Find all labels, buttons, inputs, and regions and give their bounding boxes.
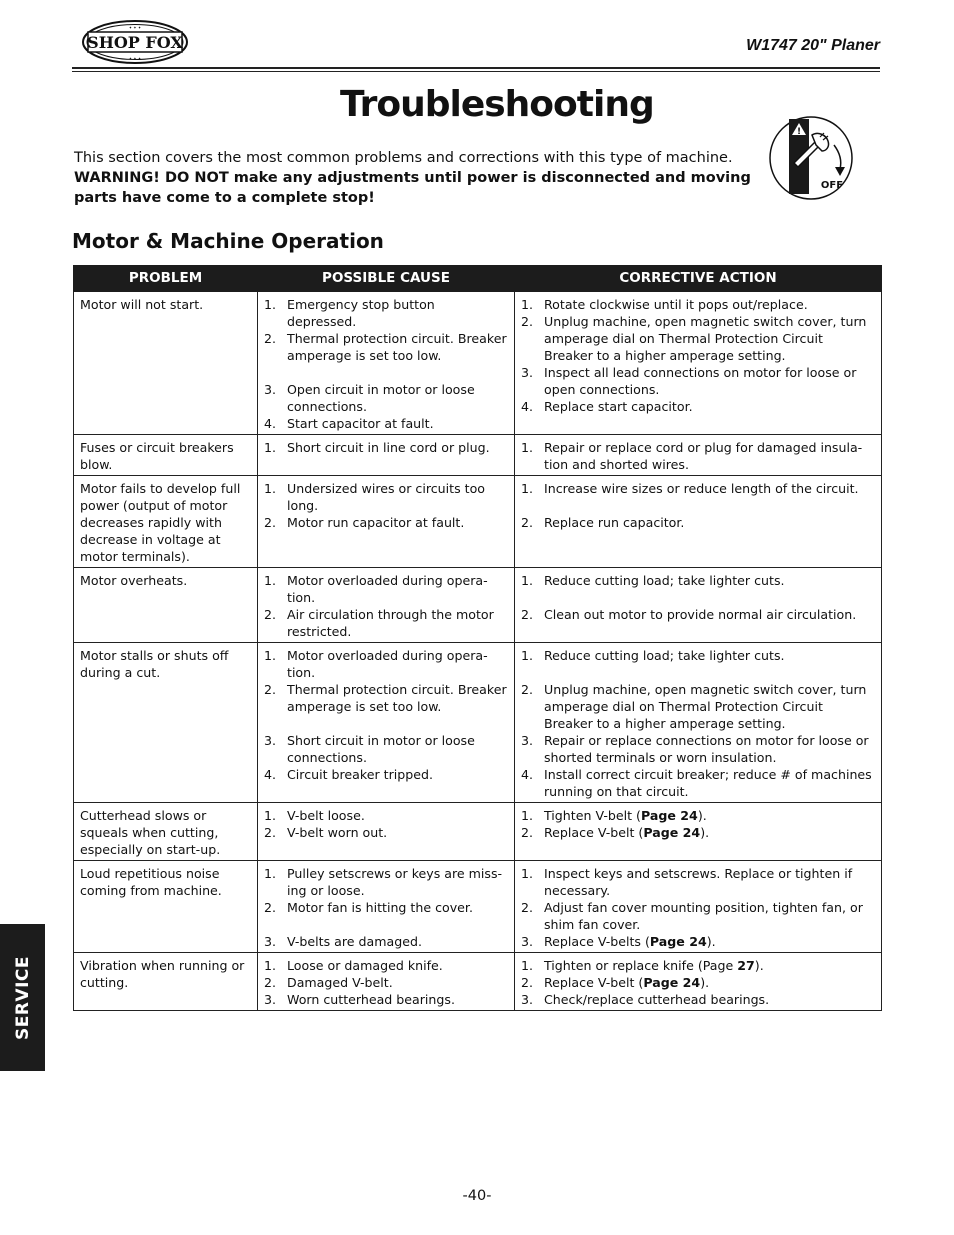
item-text: Inspect all lead connections on motor for loose or open connections. [544,365,857,397]
cause-item [264,865,508,899]
cause-item [264,647,508,681]
spacer [521,589,875,606]
spacer [264,916,508,933]
table-row [74,476,882,568]
cause-item [264,933,508,950]
item-text: Motor fan is hitting the cover. [287,900,473,915]
header-rule-thin [72,71,880,72]
table-row [74,953,882,1011]
action-cell [515,435,882,476]
item-text-end: ). [697,808,707,823]
item-number: 3. [521,992,534,1007]
page-number: -40- [462,1188,492,1204]
item-text-end: ). [700,975,710,990]
cause-item [264,991,508,1008]
intro-warning: WARNING! DO NOT make any adjustments until power is disconnected and moving parts have come to a complete stop! [74,170,751,206]
item-number: 3. [264,992,277,1007]
page-reference: 27 [737,958,755,973]
item-number: 1. [264,958,277,973]
item-text: Open circuit in motor or loose connections. [287,382,475,414]
action-cell [515,861,882,953]
section-title: Motor & Machine Operation [72,229,384,253]
action-item [521,766,875,800]
action-item [521,514,875,531]
action-item [521,398,875,415]
item-number: 1. [264,440,277,455]
intro-paragraph [74,148,764,208]
cause-cell [258,476,515,568]
item-text: Pulley setscrews or keys are miss- ing or loose. [287,866,503,898]
item-number: 3. [264,733,277,748]
item-text: Increase wire sizes or reduce length of the circuit. [544,481,859,496]
item-number: 3. [521,733,534,748]
action-item [521,957,875,974]
item-text: Start capacitor at fault. [287,416,434,431]
power-off-warning-icon [768,105,854,211]
item-number: 1. [521,808,534,823]
item-number: 2. [264,515,277,530]
cause-item [264,681,508,715]
item-text: Unplug machine, open magnetic switch cover, turn amperage dial on Thermal Protection Circuit Breaker to a higher amperage setting. [544,682,867,731]
item-text: Reduce cutting load; take lighter cuts. [544,648,785,663]
item-text: Replace start capacitor. [544,399,693,414]
action-item [521,313,875,364]
action-item [521,681,875,732]
action-item [521,439,875,473]
item-text: Inspect keys and setscrews. Replace or tighten if necessary. [544,866,853,898]
item-text: Unplug machine, open magnetic switch cover, turn amperage dial on Thermal Protection Circuit Breaker to a higher amperage setting. [544,314,867,363]
service-tab-label: SERVICE [12,955,33,1040]
cause-cell [258,292,515,435]
item-text: Repair or replace cord or plug for damaged insula- tion and shorted wires. [544,440,863,472]
item-text: Replace V-belt ( [544,825,644,840]
item-number: 2. [264,607,277,622]
item-text: V-belt loose. [287,808,365,823]
item-text: Install correct circuit breaker; reduce # of machines running on that circuit. [544,767,872,799]
item-text: Short circuit in motor or loose connections. [287,733,475,765]
troubleshooting-table [73,265,882,1011]
item-text: Thermal protection circuit. Breaker amperage is set too low. [287,682,507,714]
table-row [74,861,882,953]
item-text: Thermal protection circuit. Breaker amperage is set too low. [287,331,507,363]
spacer [521,497,875,514]
table-body [74,292,882,1011]
cause-cell [258,435,515,476]
item-text-end: ). [706,934,716,949]
item-number: 1. [264,481,277,496]
item-number: 2. [521,515,534,530]
page-reference: Page 24 [649,934,707,949]
column-header-problem: PROBLEM [74,266,258,292]
cause-item [264,899,508,916]
item-text: Reduce cutting load; take lighter cuts. [544,573,785,588]
table-header-row [74,266,882,292]
service-side-tab [0,924,45,1071]
item-number: 2. [264,825,277,840]
action-item [521,572,875,589]
problem-cell: Cutterhead slows or squeals when cutting, especially on start-up. [74,803,258,861]
header-rule [72,67,880,69]
cause-item [264,415,508,432]
table-row [74,803,882,861]
action-item [521,296,875,313]
item-number: 4. [521,767,534,782]
problem-cell: Vibration when running or cutting. [74,953,258,1011]
svg-text:✦ ✦ ✦: ✦ ✦ ✦ [128,56,142,61]
action-item [521,865,875,899]
spacer [264,364,508,381]
action-cell [515,803,882,861]
table-row [74,643,882,803]
item-text: Loose or damaged knife. [287,958,443,973]
item-text: Rotate clockwise until it pops out/replace. [544,297,808,312]
item-number: 2. [264,331,277,346]
item-number: 4. [264,767,277,782]
item-number: 1. [521,297,534,312]
page-title: Troubleshooting [340,84,654,125]
item-text: Damaged V-belt. [287,975,393,990]
cause-item [264,766,508,783]
cause-cell [258,568,515,643]
svg-text:✦ ✦ ✦: ✦ ✦ ✦ [128,25,142,30]
item-number: 2. [521,900,534,915]
model-title: W1747 20" Planer [746,37,880,54]
item-number: 2. [521,607,534,622]
action-cell [515,643,882,803]
problem-cell: Loud repetitious noise coming from machine. [74,861,258,953]
spacer [264,715,508,732]
item-number: 1. [521,866,534,881]
cause-item [264,296,508,330]
item-number: 1. [264,866,277,881]
cause-item [264,381,508,415]
item-number: 1. [521,481,534,496]
item-text-end: ). [754,958,764,973]
cause-item [264,974,508,991]
table-row [74,292,882,435]
cause-item [264,807,508,824]
item-number: 1. [521,573,534,588]
item-number: 1. [521,958,534,973]
item-text: V-belt worn out. [287,825,388,840]
item-number: 4. [264,416,277,431]
item-text: Short circuit in line cord or plug. [287,440,490,455]
item-number: 2. [264,975,277,990]
item-number: 4. [521,399,534,414]
problem-cell: Fuses or circuit breakers blow. [74,435,258,476]
cause-item [264,732,508,766]
action-item [521,824,875,841]
item-text: Clean out motor to provide normal air circulation. [544,607,857,622]
problem-cell: Motor overheats. [74,568,258,643]
page-reference: Page 24 [640,808,698,823]
column-header-action: CORRECTIVE ACTION [515,266,882,292]
cause-cell [258,953,515,1011]
action-item [521,480,875,497]
cause-item [264,480,508,514]
item-text: Adjust fan cover mounting position, tighten fan, or shim fan cover. [544,900,863,932]
item-text: Repair or replace connections on motor for loose or shorted terminals or worn insulation. [544,733,869,765]
item-text: Emergency stop button depressed. [287,297,435,329]
cause-item [264,439,508,456]
action-item [521,647,875,664]
item-text: Tighten V-belt ( [544,808,641,823]
column-header-cause: POSSIBLE CAUSE [258,266,515,292]
problem-cell: Motor fails to develop full power (output of motor decreases rapidly with decrease in voltage at motor terminals). [74,476,258,568]
action-item [521,991,875,1008]
problem-cell: Motor will not start. [74,292,258,435]
item-number: 3. [264,934,277,949]
cause-cell [258,861,515,953]
action-item [521,807,875,824]
item-number: 3. [521,365,534,380]
item-number: 2. [264,900,277,915]
page-reference: Page 24 [643,825,701,840]
item-number: 1. [521,440,534,455]
action-cell [515,568,882,643]
item-text: Tighten or replace knife (Page [544,958,738,973]
shop-fox-logo [80,18,190,66]
cause-item [264,824,508,841]
item-text: Motor overloaded during opera- tion. [287,573,488,605]
action-item [521,974,875,991]
item-number: 2. [521,825,534,840]
item-text: Undersized wires or circuits too long. [287,481,486,513]
item-number: 1. [521,648,534,663]
table-row [74,568,882,643]
item-text: Replace run capacitor. [544,515,685,530]
off-label: OFF [820,180,844,191]
action-item [521,933,875,950]
item-text: V-belts are damaged. [287,934,422,949]
action-cell [515,292,882,435]
svg-text:!: ! [796,127,802,137]
item-number: 2. [521,314,534,329]
item-number: 2. [521,682,534,697]
item-number: 2. [521,975,534,990]
cause-cell [258,643,515,803]
action-item [521,364,875,398]
spacer [521,664,875,681]
intro-text: This section covers the most common problems and corrections with this type of machine. [74,150,733,166]
cause-cell [258,803,515,861]
page-reference: Page 24 [643,975,701,990]
item-text: Motor run capacitor at fault. [287,515,465,530]
item-number: 1. [264,573,277,588]
item-number: 1. [264,808,277,823]
action-item [521,899,875,933]
cause-item [264,606,508,640]
cause-item [264,514,508,531]
item-number: 3. [264,382,277,397]
cause-item [264,330,508,364]
item-text-end: ). [700,825,710,840]
table-row [74,435,882,476]
item-text: Check/replace cutterhead bearings. [544,992,770,1007]
item-number: 1. [264,648,277,663]
item-text: Replace V-belt ( [544,975,644,990]
item-number: 1. [264,297,277,312]
item-number: 3. [521,934,534,949]
action-cell [515,953,882,1011]
item-text: Motor overloaded during opera- tion. [287,648,488,680]
action-cell [515,476,882,568]
cause-item [264,572,508,606]
item-text: Circuit breaker tripped. [287,767,434,782]
item-text: Air circulation through the motor restricted. [287,607,494,639]
cause-item [264,957,508,974]
item-number: 2. [264,682,277,697]
item-text: Replace V-belts ( [544,934,650,949]
action-item [521,606,875,623]
action-item [521,732,875,766]
problem-cell: Motor stalls or shuts off during a cut. [74,643,258,803]
item-text: Worn cutterhead bearings. [287,992,455,1007]
logo-text: SHOP FOX [87,33,183,52]
